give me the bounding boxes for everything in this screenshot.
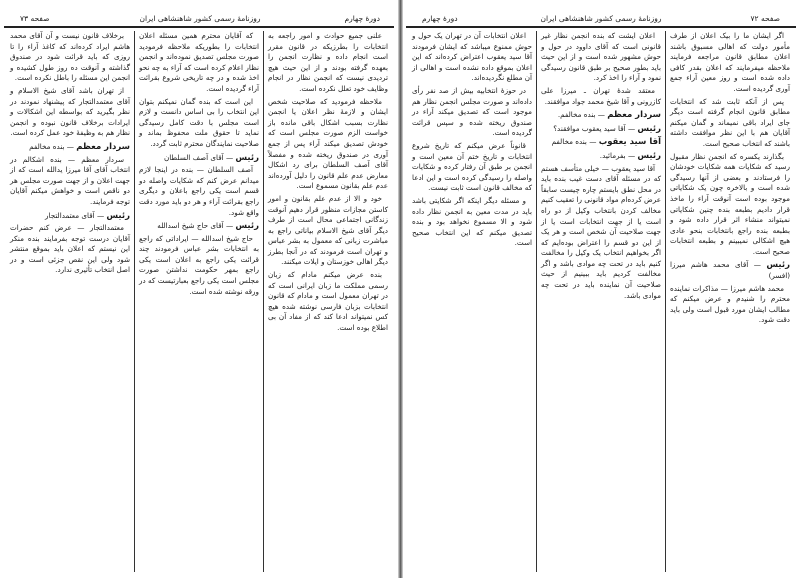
paragraph: که آقایان محترم همین مسئله اعلان انتخابات را بطوریکه ملاحظه فرمودید صورت مجلس تصدیق نموده‌اند و انجمن نظار اعلام کرده است که آراء به چه نحو اخذ شده و در چه تاریخی شروع بقرائت آراء گردیده است.	[139, 31, 259, 93]
paragraph: خود و الا از عدم علم بقانون و امور کاستن مجازات منظور قرار دهیم آنوقت زندگانی اجتماعی محال است از طرف دیگر آقای شیخ الاسلام بیاناتی راجع به مباشرت زبانی که معمول به بشر عباس و تهران است فرمودند که در آنجا بطرز دیگر اهالی خوزستان و ایلات میکنند.	[268, 193, 388, 267]
paragraph: علنی جمیع حوادث و امور راجعه به انتخابات را بطرزیکه در قانون مقرر است انجام داده و نظارت انجمن را بعهده گرفته بودند و از این حیث هیچ تردیدی نیست که انجمن نظار در انجام وظایف خود تعلل نکرده است.	[268, 31, 388, 93]
speaker-line: آقا سید یعقوب — بنده مخالفم	[551, 137, 661, 148]
paragraph: این است که بنده گمان نمیکنم بتوان این انتخاب را بی اساس دانست و لازم است مجلس با دقت کامل رسیدگی نماید تا حقوق ملت محفوظ بماند و صلاحیت نمایندگان محترم ثابت گردد.	[139, 96, 259, 148]
speaker-remark: بنده مخالفم	[551, 137, 587, 147]
page-number: صفحه ۷۳	[20, 14, 50, 23]
paragraph: سردار معظم — بنده اشکالم در انتخاب آقای آقا میرزا یدالله است که از جهت اعلان و از جهت صورت مجلس هر دو ناقص است و خواهش میکنم آقایان توجه فرمایند.	[10, 154, 130, 206]
paragraph: معتقد شدهٔ تهران ـ میرزا علی کازرونی و آقا شیخ محمد جواد موافقند.	[541, 85, 661, 106]
newspaper-title: روزنامهٔ رسمی کشور شاهنشاهی ایران	[540, 14, 662, 23]
paragraph: معتمدالتجار — عرض کنم حضرات آقایان درست توجه بفرمایند بنده منکر این نیستم که اعلان باید بموقع منتشر شود ولی این نقص جزئی است و در اصل انتخاب تأثیری ندارد.	[10, 223, 130, 275]
paragraph: اگر ایشان ما را بیک اعلان از طرف مأمور دولت که اهالی مسبوق باشند اعلان مطابق قانون مراجعه فرمایند ملاحظه میفرمایند که اعلان بقدر کافی داده شده است و روز معین آراء جمع آوری گردیده است.	[670, 31, 790, 93]
speaker-line: رئیس — آقای محمد هاشم میرزا (افسر)	[670, 260, 790, 281]
page-header	[6, 0, 394, 26]
volume-label: دورهٔ چهارم	[344, 14, 380, 23]
newspaper-title: روزنامهٔ رسمی کشور شاهنشاهی ایران	[139, 14, 261, 23]
paragraph: اعلان انتخابات آن در تهران یک حول و حوش ممنوع میباشد که ایشان فرمودند آقا سید یعقوب اعتراض کرده‌اند که این اعلان بموقع داده نشده است و اهالی از آن مطلع نگردیده‌اند.	[412, 31, 532, 83]
page-number: صفحه ۷۲	[750, 14, 780, 23]
text-column	[665, 31, 794, 572]
paragraph: برخلاف قانون نیست و آن آقای محمد هاشم ایراد کرده‌اند که کاغذ آراء را تا روزی که باید قرائت شود در صندوق گذاشته و آنوقت ده روز طول کشیده و انجمن این مسئله را باطل نکرده است.	[10, 31, 130, 83]
paragraph: بنده عرض میکنم مادام که زبان رسمی مملکت ما زبان ایرانی است که در تهران معمول است و مادام که قانون انتخابات بزبان فارسی نوشته شده هیچ کس نمیتواند ادعا کند که از مفاد آن بی اطلاع بوده است.	[268, 270, 388, 333]
columns	[408, 31, 794, 572]
columns	[6, 31, 392, 572]
speaker-name: آقا سید یعقوب	[598, 137, 661, 148]
paragraph: آصف السلطان — بنده در اینجا لازم میدانم عرض کنم که شکایات واصله دو قسم است یکی راجع باعلان و دیگری راجع بقرائت آراء و هر دو باید مورد دقت واقع شود.	[139, 165, 259, 217]
speaker-line: رئیس — بفرمائید.	[599, 150, 661, 161]
text-column	[6, 31, 134, 572]
speaker-line: رئیس — آقا سید یعقوب موافقند؟	[553, 123, 661, 134]
speaker-name: سردار معظم	[76, 141, 130, 152]
paragraph: آقا سید یعقوب — خیلی متأسف هستم که در مسئله آقای دست غیب بنده باید در محل نطق بایستم چاره چیست سابقاً عرض کرده‌ام مواد قانونی را تعقیب کنیم مخالف کردن بانتخاب وکیل از دو راه است یا از جهت انتخابات است یا از جهت صلاحیت آن شخص است و هر یک از این دو قسم را اعتراض بوده‌ایم که اگر بخواهیم انتخاب یک وکیل را مخالفت کنیم باید در تحت چه موادی باشد و اگر مخالفت کردیم باید ببینیم از حیث صلاحیت آن نماینده باید در تحت چه موادی باشد.	[541, 163, 661, 300]
paragraph: از تهران باشد آقای شیخ الاسلام و آقای معتمدالتجار که پیشنهاد نمودند در نظر بگیرید که بواسطه این اشکالات و ایرادات برخلاف قانون نبوده و انجمن نظار هم به وظیفهٔ خود عمل کرده است.	[10, 85, 130, 138]
paragraph: پس از آنکه ثابت شد که انتخابات مطابق قانون انجام گرفته است دیگر جای ایراد باقی نمیماند و گمان میکنم آقایان هم با این نظر موافقت داشته باشند که انتخاب صحیح است.	[670, 96, 790, 148]
speaker-name: رئیس	[235, 221, 259, 232]
page-header	[408, 0, 794, 26]
speaker-remark: آقای آصف السلطان	[163, 152, 224, 162]
speaker-remark: آقای معتمدالتجار	[45, 210, 95, 220]
speaker-remark: آقای محمد هاشم میرزا (افسر)	[670, 260, 790, 281]
speaker-line: سردار معظم — بنده مخالفم.	[557, 110, 661, 121]
speaker-remark: آقای حاج شیخ اسدالله	[157, 221, 224, 231]
text-column	[134, 31, 263, 572]
paragraph: قانوناً عرض میکنم که تاریخ شروع انتخابات و تاریخ ختم آن معین است و انجمن بر طبق آن رفتار کرده و شکایات واصله را رسیدگی کرده است و این ادعا که مخالف قانون است ثابت نیست.	[412, 140, 532, 193]
speaker-name: رئیس	[235, 152, 259, 163]
speaker-line: رئیس — آقای آصف السلطان	[163, 152, 259, 163]
right-page	[402, 0, 800, 578]
speaker-line: سردار معظم — بنده مخالفم	[29, 141, 130, 152]
text-column	[408, 31, 536, 572]
speaker-line: رئیس — آقای حاج شیخ اسدالله	[157, 221, 259, 232]
volume-label: دورهٔ چهارم	[422, 14, 458, 23]
speaker-remark: بنده مخالفم	[29, 141, 65, 151]
text-column	[536, 31, 665, 572]
speaker-name: رئیس	[106, 210, 130, 221]
paragraph: محمد هاشم میرزا — مذاکرات نماینده محترم را شنیدم و عرض میکنم که مطالب ایشان مورد قبول است ولی باید دقت شود.	[670, 283, 790, 325]
paragraph: و مسئله دیگر اینکه اگر شکایتی باشد باید در مدت معین به انجمن نظار داده شود و الا مسموع نخواهد بود و بنده تصدیق میکنم که این انتخاب صحیح است.	[412, 195, 532, 248]
paragraph: بگذارند یکسره که انجمن نظار مقبول رسید که شکایات همه شکایات خودشان را فرستادند و بعضی از آنها رسیدگی شده است و بالاخره چون یک شکایاتی موجود بوده است آنوقت آراء را ماخذ قرار دادیم بطبعه بنده چنین شکایاتی نمیتواند منشاء اثر قرار داده شود و بطبعه بنده راجع بانتخابات بنحو عادی هیچ اشکالی نمیبینم و بطبعه انتخابات صحیح است.	[670, 151, 790, 256]
speaker-name: رئیس	[637, 150, 661, 161]
speaker-name: رئیس	[637, 123, 661, 134]
speaker-remark: آقا سید یعقوب موافقند؟	[553, 123, 626, 133]
header-rule	[406, 26, 796, 28]
paragraph: در حوزهٔ انتخابیه بیش از صد نفر رأی داده‌اند و صورت مجلس انجمن نظار هم موجود است که تصدیق میکند آراء در صندوق ریخته شده و سپس قرائت گردیده است.	[412, 85, 532, 138]
paragraph: اعلان ایشت که بنده انجمن نظار غیر قانونی است که آقای داوود در حول و حوش مشهور شده است و از این حیث باید بطور صحیح بر طبق قانون رسیدگی نمود و آراء را اخذ کرد.	[541, 31, 661, 83]
speaker-name: سردار معظم	[607, 110, 661, 121]
paragraph: حاج شیخ اسدالله — ایراداتی که راجع به انتخابات بشر عباس فرمودند چند قرائت یکی راجع به اعلان است یکی راجع بمهر حکومت نداشتن صورت مجلس است یکی راجع بعبارتیست که در ورقه نوشته شده است.	[139, 233, 259, 296]
left-page	[0, 0, 398, 578]
speaker-remark: بنده مخالفم.	[557, 110, 596, 120]
speaker-name: رئیس	[766, 260, 790, 271]
speaker-line: رئیس — آقای معتمدالتجار	[45, 210, 130, 221]
text-column	[263, 31, 392, 572]
speaker-remark: بفرمائید.	[599, 150, 626, 160]
header-rule	[4, 26, 394, 28]
paragraph: ملاحظه فرمودید که صلاحیت شخص ایشان و لازمهٔ نظر اعلان یا انجمن نظارت بسبب اشکال باقی مانده باز خواست الزم صورت مجلس است که خودش تصدیق میکند آراء پس از جمع آوری در صندوق ریخته شده و مفصلاً آقای آصف السلطان برای رد اشکال معارض عدم علم قانون را دلیل آورده‌اند عدم علم بقانون مسموع است.	[268, 96, 388, 191]
